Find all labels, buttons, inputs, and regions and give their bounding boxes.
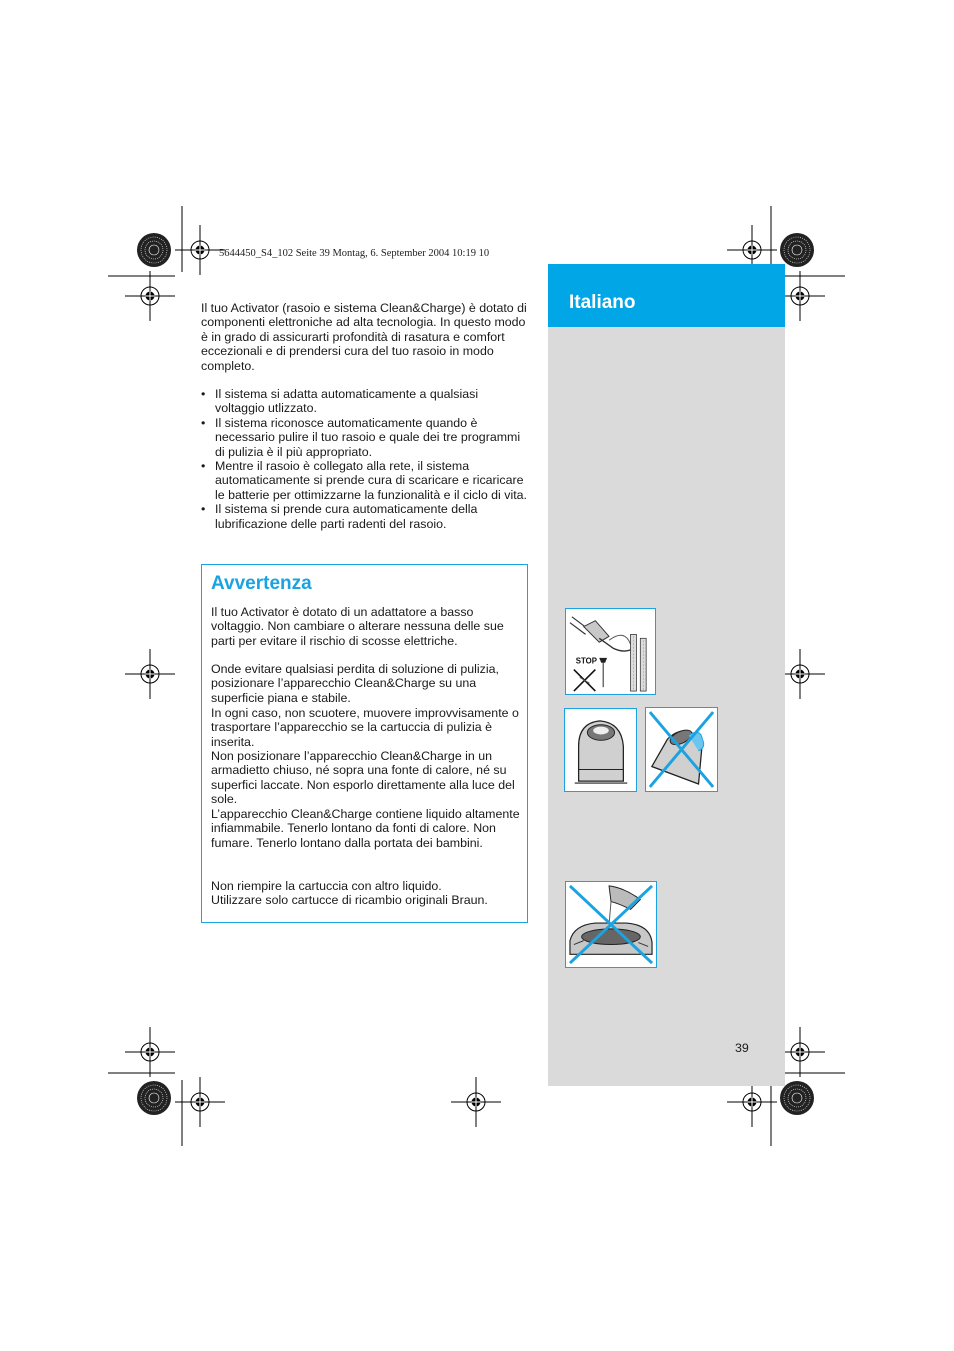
warning-paragraph: Non riempire la cartuccia con altro liquido. xyxy=(211,879,442,893)
stop-label: STOP xyxy=(575,656,597,666)
print-slug-line: 5644450_S4_102 Seite 39 Montag, 6. September 2004 10:19 10 xyxy=(219,248,490,259)
warning-paragraph: In ogni caso, non scuotere, muovere improvvisamente o trasportare l’apparecchio se la cartuccia di pulizia è inserita. xyxy=(211,706,519,749)
figure-unit-upright xyxy=(564,708,637,792)
warning-paragraph: Utilizzare solo cartucce di ricambio originali Braun. xyxy=(211,893,488,907)
list-item: • Il sistema si adatta automaticamente a qualsiasi voltaggio utlizzato. xyxy=(201,387,531,416)
feature-list xyxy=(201,387,531,531)
warning-paragraph: L’apparecchio Clean&Charge contiene liquido altamente infiammabile. Tenerlo lontano da fonti di calore. Non fumare. Tenerlo lontano dalla portata dei bambini. xyxy=(211,807,520,850)
list-item: • Mentre il rasoio è collegato alla rete, il sistema automaticamente si prende cura di scaricare e ricaricare le batterie per ottimizzarne la funzionalità e il ciclo di vita. xyxy=(201,459,531,502)
figure-cartridge-refill-crossed xyxy=(565,881,657,968)
figure-unit-tilted-crossed xyxy=(645,707,718,792)
page-number: 39 xyxy=(735,1041,749,1055)
warning-title: Avvertenza xyxy=(211,573,312,594)
warning-paragraph: Onde evitare qualsiasi perdita di soluzione di pulizia, posizionare l’apparecchio Clean&Charge su una superficie piana e stabile. xyxy=(211,662,499,705)
warning-paragraph: Non posizionare l’apparecchio Clean&Charge in un armadietto chiuso, né sopra una fonte di calore, né su superfici laccate. Non esporlo direttamente alla luce del sole. xyxy=(211,749,515,807)
intro-paragraph: Il tuo Activator (rasoio e sistema Clean&Charge) è dotato di componenti elettroniche ad alta tecnologia. In questo modo è in grado di assicurarti profondità di rasatura e comfort eccezionali e di prendersi cura del tuo rasoio in modo completo. xyxy=(201,301,527,373)
list-item: • Il sistema si prende cura automaticamente della lubrificazione delle parti radenti del rasoio. xyxy=(201,502,531,531)
list-item: • Il sistema riconosce automaticamente quando è necessario pulire il tuo rasoio e quale dei tre programmi di pulizia è il più appropriato. xyxy=(201,416,531,459)
figure-adapter-plug xyxy=(565,608,656,695)
warning-paragraph: Il tuo Activator è dotato di un adattatore a basso voltaggio. Non cambiare o alterare nessuna delle sue parti per evitare il rischio di scosse elettriche. xyxy=(211,605,504,648)
language-title: Italiano xyxy=(569,292,636,313)
